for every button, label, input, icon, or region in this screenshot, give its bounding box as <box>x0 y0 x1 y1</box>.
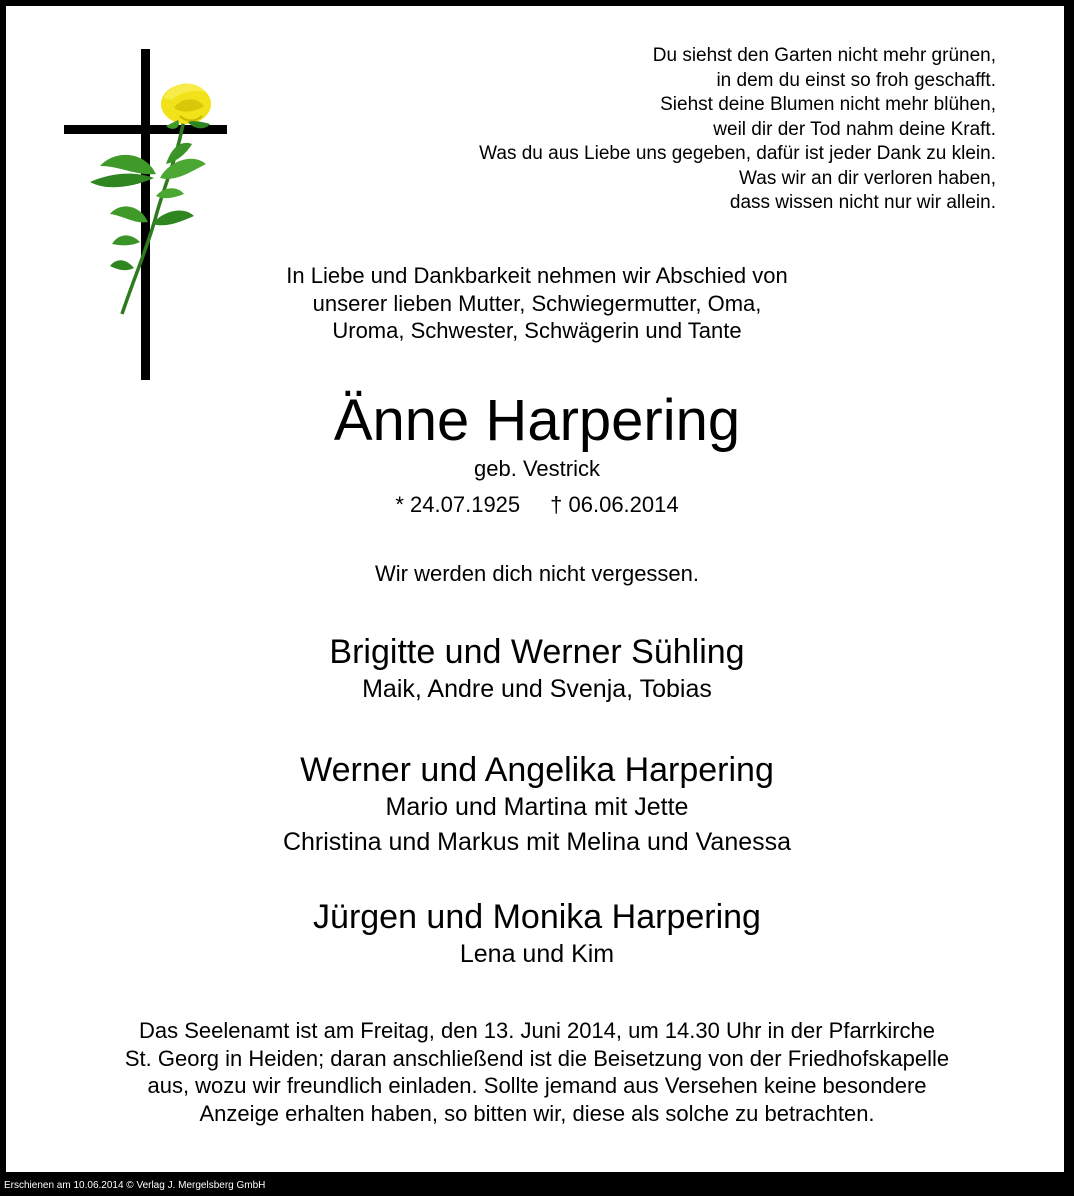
poem-line: Du siehst den Garten nicht mehr grünen, <box>652 45 996 66</box>
family-group <box>100 897 974 972</box>
publication-credit: Erschienen am 10.06.2014 © Verlag J. Mergelsberg GmbH <box>4 1180 266 1191</box>
poem <box>380 44 996 216</box>
poem-line: Was wir an dir verloren haben, <box>739 167 996 189</box>
poem-line: Siehst deine Blumen nicht mehr blühen, <box>660 94 996 115</box>
poem-line: weil dir der Tod nahm deine Kraft. <box>713 118 996 140</box>
family-group <box>100 750 974 860</box>
family-head: Jürgen und Monika Harpering <box>313 898 761 936</box>
family-head: Werner und Angelika Harpering <box>300 751 774 789</box>
family-members: Christina und Markus mit Melina und Vanessa <box>282 828 792 856</box>
funeral-notice <box>40 1017 1034 1127</box>
birth-date: * 24.07.1925 <box>395 492 521 517</box>
family-members: Mario und Martina mit Jette <box>385 793 689 821</box>
family-head: Brigitte und Werner Sühling <box>329 633 745 671</box>
notice-line: Anzeige erhalten haben, so bitten wir, diese als solche zu betrachten. <box>199 1100 875 1126</box>
motto: Wir werden dich nicht vergessen. <box>374 561 700 586</box>
family-members: Lena und Kim <box>459 940 615 968</box>
poem-line: Was du aus Liebe uns gegeben, dafür ist jeder Dank zu klein. <box>479 143 996 164</box>
deceased-name: Änne Harpering <box>333 388 741 453</box>
poem-line: dass wissen nicht nur wir allein. <box>729 192 996 213</box>
intro-line: Uroma, Schwester, Schwägerin und Tante <box>332 318 742 343</box>
birth-name: geb. Vestrick <box>474 456 600 481</box>
notice-line: Das Seelenamt ist am Freitag, den 13. Juni 2014, um 14.30 Uhr in der Pfarrkirche <box>138 1018 936 1043</box>
intro-line: unserer lieben Mutter, Schwiegermutter, Oma, <box>312 290 762 316</box>
family-members: Maik, Andre und Svenja, Tobias <box>362 675 712 703</box>
family-group <box>100 632 974 707</box>
death-date: † 06.06.2014 <box>550 492 679 517</box>
notice-line: St. Georg in Heiden; daran anschließend ist die Beisetzung von der Friedhofskapelle <box>124 1045 950 1071</box>
intro-line: In Liebe und Dankbarkeit nehmen wir Abschied von <box>286 263 788 288</box>
poem-line: in dem du einst so froh geschafft. <box>716 69 996 91</box>
intro-text <box>200 262 874 345</box>
notice-line: aus, wozu wir freundlich einladen. Sollte jemand aus Versehen keine besondere <box>147 1073 927 1098</box>
life-dates <box>200 491 874 519</box>
